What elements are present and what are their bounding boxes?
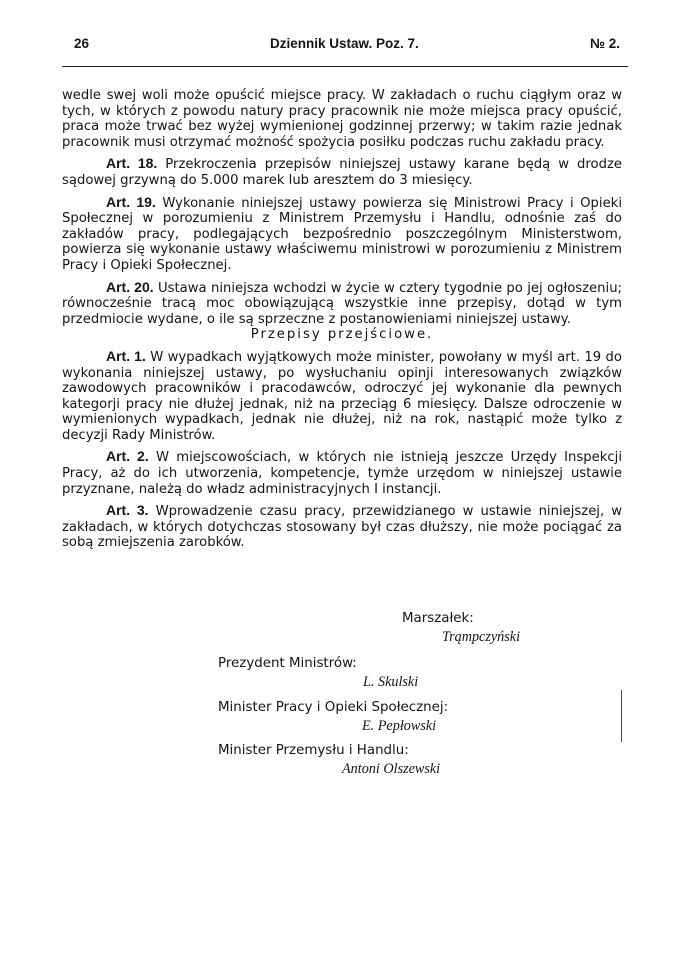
scan-mark xyxy=(621,690,622,742)
transitional-article-1-text: W wypadkach wyjątkowych może minister, powołany w myśl art. 19 do wykonania niniejszej ustawy, po wysłuchaniu opinji interesowanych związków zawodowych pracowników i pracodawców, odroczyć jej wykonanie dla pewnych kategorji pracy nie dłużej jednak, niż na przeciąg 6 miesięcy. Dalsze odroczenie w wymienionych wypadkach, jednak nie dłużej, niż na rok, nastąpić może tylko z decyzji Rady Ministrów. xyxy=(62,349,622,443)
header-rule xyxy=(62,66,628,67)
article-19 xyxy=(62,195,622,274)
industry-minister-role: Minister Przemysłu i Handlu: xyxy=(218,743,409,758)
industry-minister-name: Antoni Olszewski xyxy=(342,761,441,777)
transitional-article-2 xyxy=(62,449,622,497)
marshal-role: Marszałek: xyxy=(402,611,474,626)
labor-minister-role: Minister Pracy i Opieki Społecznej: xyxy=(218,700,449,715)
article-19-label: Art. 19. xyxy=(106,193,156,210)
continued-paragraph: wedle swej woli może opuścić miejsce pracy. W zakładach o ruchu ciągłym oraz w tych, w których z powodu natury pracy pracownik nie może miejsca pracy opuścić, praca może trwać bez wyżej wymienionej godzinnej przerwy; w takim razie jednak pracownik musi otrzymać możność spożycia posiłku podczas ruchu zakładu pracy. xyxy=(62,88,622,150)
article-18-label: Art. 18. xyxy=(106,155,158,172)
issue-number: № 2. xyxy=(589,36,620,51)
journal-title: Dziennik Ustaw. Poz. 7. xyxy=(270,36,419,51)
article-18 xyxy=(62,156,622,188)
prime-minister-role: Prezydent Ministrów: xyxy=(218,656,357,671)
marshal-name: Trąmpczyński xyxy=(442,629,521,645)
document-body xyxy=(62,88,622,551)
prime-minister-name: L. Skulski xyxy=(363,674,419,690)
article-18-text: Przekroczenia przepisów niniejszej ustawy karane będą w drodze sądowej grzywną do 5.000 marek lub aresztem do 3 miesięcy. xyxy=(62,157,622,188)
transitional-article-3-text: Wprowadzenie czasu pracy, przewidzianego w ustawie niniejszej, w zakładach, w których dotychczas stosowany był czas dłuższy, nie może pociągać za sobą zmiejszenia zarobków. xyxy=(62,504,622,551)
transitional-article-1-label: Art. 1. xyxy=(106,347,146,364)
transitional-article-3-label: Art. 3. xyxy=(106,502,149,519)
labor-minister-name: E. Pepłowski xyxy=(362,718,437,734)
transitional-article-2-label: Art. 2. xyxy=(106,448,149,465)
article-20-text: Ustawa niniejsza wchodzi w życie w cztery tygodnie po jej ogłoszeniu; równocześnie tracą moc obowiązującą wszystkie inne przepisy, dotąd w tym przedmiocie wydane, o ile są sprzeczne z postanowieniami niniejszej ustawy. xyxy=(62,280,622,327)
article-20-label: Art. 20. xyxy=(106,278,154,295)
transitional-article-1 xyxy=(62,349,622,444)
page-number: 26 xyxy=(74,36,90,51)
page-header xyxy=(62,36,628,54)
article-19-text: Wykonanie niniejszej ustawy powierza się Ministrowi Pracy i Opieki Społecznej w porozumieniu z Ministrem Przemysłu i Handlu, odnośnie zaś do zakładów pracy, podlegających bezpośrednio poszczególnym Ministerstwom, powierza się wykonanie ustawy właściwemu ministrowi w porozumieniu z Ministrem Pracy i Opieki Społecznej. xyxy=(62,195,622,273)
transitional-article-2-text: W miejscowościach, w których nie istnieją jeszcze Urzędy Inspekcji Pracy, aż do ich utworzenia, kompetencje, tymże urzędom w niniejszej ustawie przyznane, należą do władz administracyjnych I instancji. xyxy=(62,450,622,497)
section-heading: Przepisy przejściowe. xyxy=(250,327,434,343)
article-20 xyxy=(62,280,622,328)
transitional-article-3 xyxy=(62,503,622,551)
